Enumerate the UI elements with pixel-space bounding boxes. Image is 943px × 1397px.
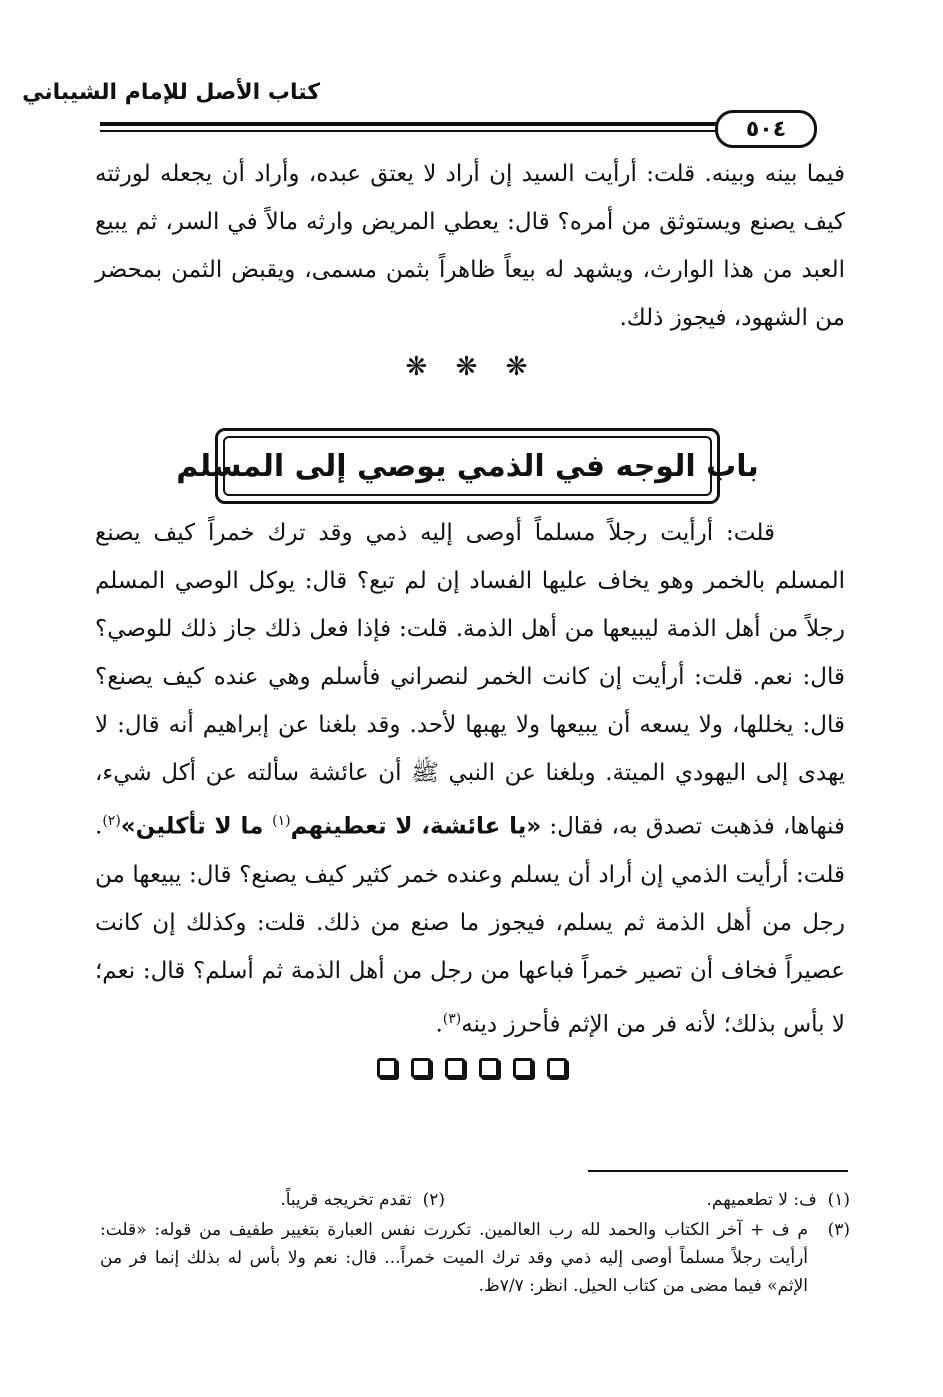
paragraph-2-text-b: . قلت: أرأيت الذمي إن أراد أن يسلم وعنده خمر كثير كيف يصنع؟ قال: يبيعها من رجل من أهل الذمة ثم يسلم، فيجوز ما صنع من ذلك. قلت: وكذلك إن كانت عصيراً فخاف أن تصير خمراً فباعها من رجل من أهل الذمة ثم أسلم؟ قال: نعم؛ لا بأس بذلك؛ لأنه فر من الإثم فأحرز دينه <box>95 813 845 1038</box>
paragraph-2-end: . <box>435 1011 443 1038</box>
chapter-title-inner-frame <box>176 436 759 496</box>
square-mark-icon <box>547 1058 567 1078</box>
page-number-badge <box>715 110 817 148</box>
paragraph-2-text-a: قلت: أرأيت رجلاً مسلماً أوصى إليه ذمي وقد ترك خمراً كيف يصنع المسلم بالخمر وهو يخاف عليها الفساد إن لم تبع؟ قال: يوكل الوصي المسلم رجلاً من أهل الذمة ليبيعها من أهل الذمة. قلت: فإذا فعل ذلك جاز ذلك للوصي؟ قال: نعم. قلت: أرأيت إن كانت الخمر لنصراني فأسلم وهي عنده كيف يصنع؟ قال: يخللها، ولا يسعه أن يبيعها ولا يهبها لأحد. وقد بلغنا عن إبراهيم أنه قال: لا يهدى إلى اليهودي الميتة. وبلغنا عن النبي ﷺ أن عائشة سألته عن أكل شيء، فنهاها، فذهبت تصدق به، فقال: <box>95 520 845 840</box>
footnote-1-text: ف: لا تطعميهم. <box>706 1190 817 1210</box>
paragraph-1: فيما بينه وبينه. قلت: أرأيت السيد إن أراد لا يعتق عبده، وأراد أن يجعله لورثته كيف يصنع ويستوثق من أمره؟ قال: يعطي المريض وارثه مالاً في السر، ثم يبيع العبد من هذا الوارث، ويشهد له بيعاً ظاهراً بثمن مسمى، ويقبض الثمن بمحضر من الشهود، فيجوز ذلك. <box>95 161 845 331</box>
footnote-2-text: تقدم تخريجه قريباً. <box>280 1190 412 1210</box>
section-separator: ❋ ❋ ❋ <box>405 352 538 382</box>
hadith-quote-b: ما لا تأكلين» <box>120 813 273 840</box>
chapter-title: باب الوجه في الذمي يوصي إلى المسلم <box>176 448 759 484</box>
running-header-title: كتاب الأصل للإمام الشيباني <box>22 80 320 105</box>
footnote-ref-2: (٢) <box>102 813 121 829</box>
footnote-2 <box>280 1186 445 1214</box>
chapter-title-frame <box>176 428 759 504</box>
page-number: ٥٠٤ <box>745 116 787 142</box>
paragraph-2 <box>95 509 845 1048</box>
square-mark-icon <box>513 1058 533 1078</box>
footnote-3-number: (٣) <box>827 1220 850 1240</box>
footnote-1 <box>707 1186 850 1214</box>
footnote-1-number: (١) <box>827 1190 850 1210</box>
header-rule <box>100 122 800 126</box>
end-of-section-marks <box>0 1058 943 1078</box>
square-mark-icon <box>377 1058 397 1078</box>
square-mark-icon <box>411 1058 431 1078</box>
footnote-rule <box>588 1170 848 1172</box>
header-rule-thin <box>100 130 800 132</box>
square-mark-icon <box>479 1058 499 1078</box>
footnote-3 <box>100 1216 850 1300</box>
footnote-ref-3: (٣) <box>442 1010 462 1027</box>
footnote-2-number: (٢) <box>422 1190 445 1210</box>
footnote-ref-1: (١) <box>272 813 291 829</box>
footnote-3-text: م ف + آخر الكتاب والحمد لله رب العالمين. تكررت نفس العبارة بتغيير طفيف من قوله: «قلت: أرأيت رجلاً مسلماً أوصى إليه ذمي وقد ترك الميت خمراً... قال: نعم ولا بأس له بذلك إنما فر من الإثم» فيما مضى من كتاب الحيل. انظر: ٧/٧ظ. <box>100 1220 808 1296</box>
hadith-quote-a: «يا عائشة، لا تعطينهم <box>290 813 542 840</box>
square-mark-icon <box>445 1058 465 1078</box>
